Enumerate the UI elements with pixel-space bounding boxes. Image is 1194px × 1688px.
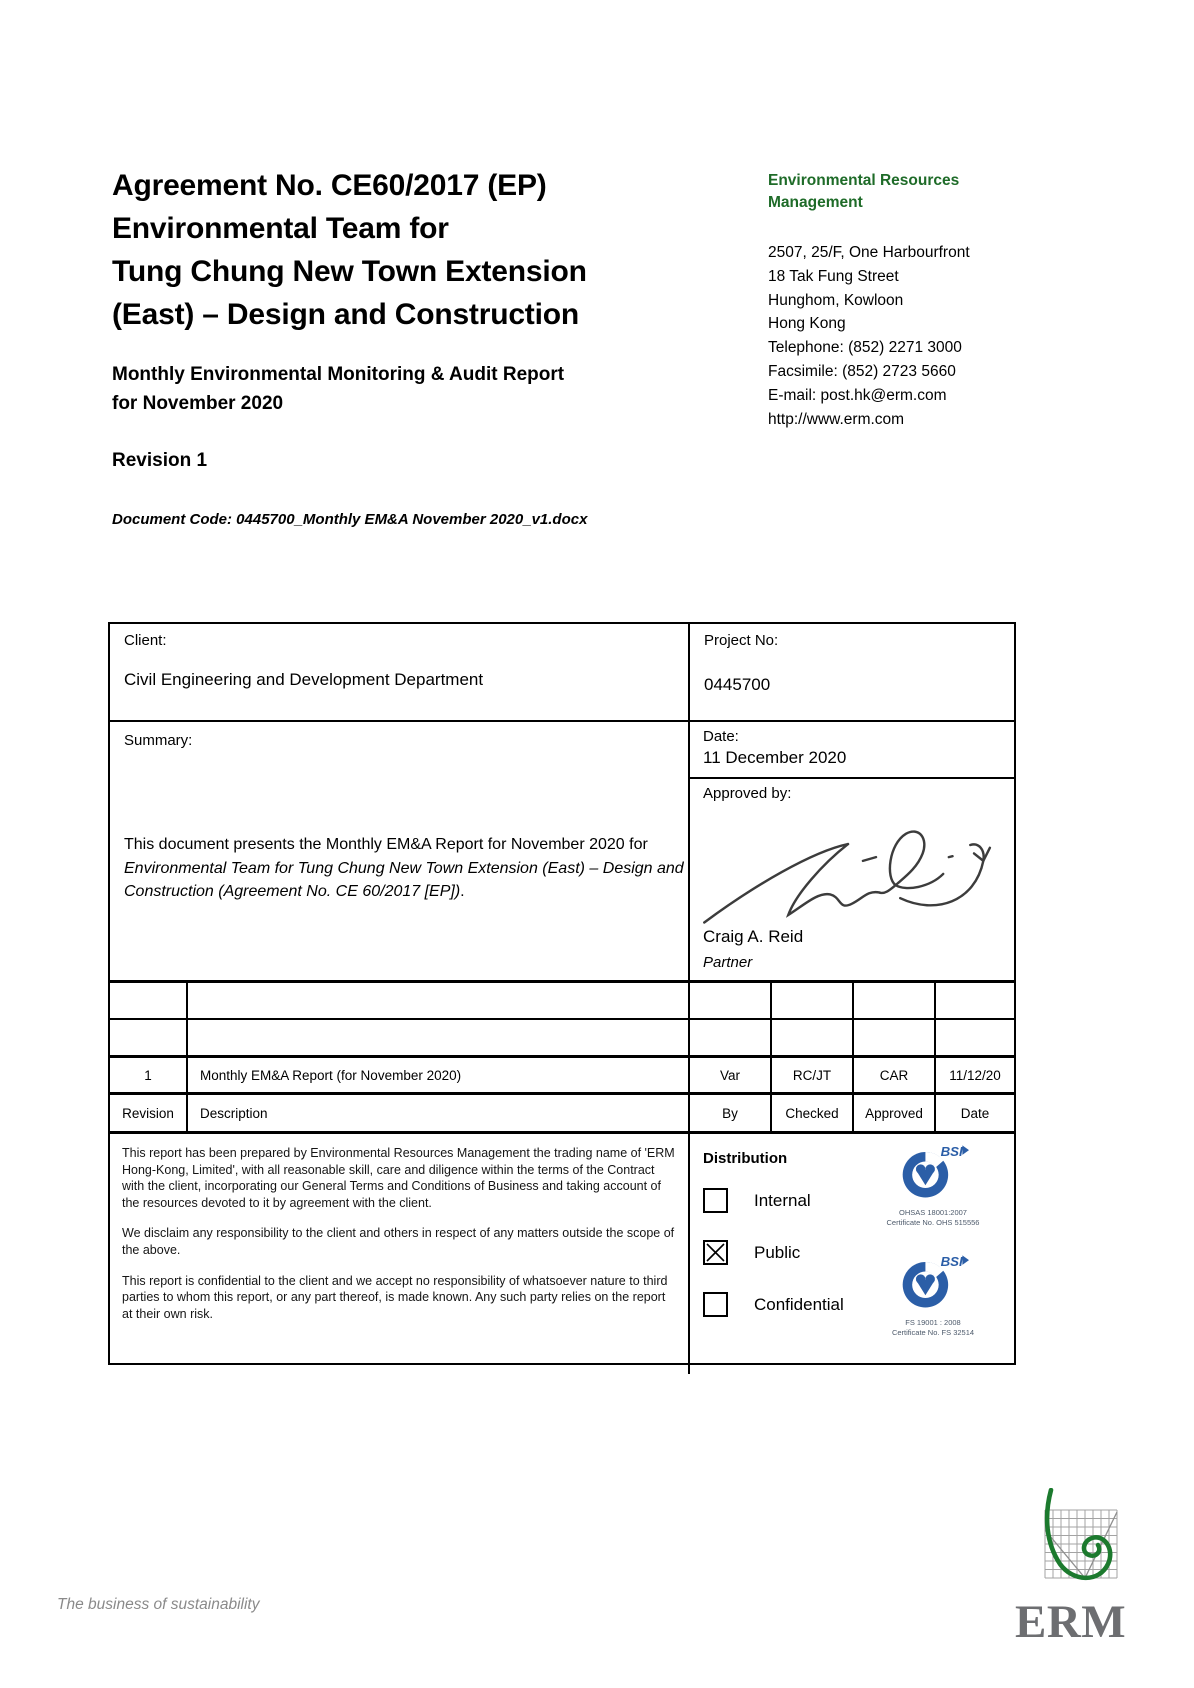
company-name: Environmental Resources Management: [768, 172, 960, 211]
bsi-certification-badge-fs: [868, 1250, 998, 1337]
header-date: Date: [960, 1105, 990, 1121]
client-label: Client:: [124, 632, 167, 649]
summary-label: Summary:: [124, 732, 193, 749]
title-line-2: Environmental Team for: [112, 212, 449, 245]
internal-checkbox[interactable]: [703, 1188, 728, 1213]
fax-line: Facsimile: (852) 2723 5660: [768, 362, 956, 380]
revision-by: Var: [690, 1058, 772, 1092]
approved-by-label: Approved by:: [703, 785, 792, 802]
header-approved: Approved: [854, 1095, 936, 1131]
header-by: By: [690, 1095, 772, 1131]
company-address: [768, 241, 1088, 431]
revision-empty-row: [110, 1020, 1014, 1058]
distribution-option-public: [703, 1240, 800, 1265]
bsi-kitemark-icon: [897, 1140, 969, 1202]
address-line: Hunghom, Kowloon: [768, 291, 904, 309]
revision-label: Revision 1: [112, 450, 208, 471]
company-tagline: The business of sustainability: [57, 1596, 260, 1613]
client-value: Civil Engineering and Development Department: [124, 670, 484, 689]
erm-logo: [1015, 1488, 1127, 1648]
bsi-kitemark-icon: [897, 1250, 969, 1312]
address-line: 2507, 25/F, One Harbourfront: [768, 244, 970, 261]
certificate-caption: OHSAS 18001:2007 Certificate No. OHS 515556: [886, 1208, 980, 1227]
phone-line: Telephone: (852) 2271 3000: [768, 339, 962, 357]
date-cell: [690, 722, 1014, 779]
title-line-4: (East) – Design and Construction: [112, 298, 579, 331]
bsi-certification-badge-ohsas: [868, 1140, 998, 1227]
public-label: Public: [754, 1242, 801, 1262]
distribution-cell: [690, 1134, 1014, 1374]
confidential-label: Confidential: [754, 1294, 844, 1314]
disclaimer-paragraph: This report is confidential to the client and we accept no responsibility of whatsoever nature to third parties to whom this report, or any part thereof, is made known. Any such party relies on the report at their own risk.: [122, 1273, 668, 1321]
revision-number: 1: [110, 1058, 188, 1092]
address-line: Hong Kong: [768, 315, 846, 333]
signature-image: [698, 803, 998, 943]
checkbox-x-icon: [705, 1242, 726, 1263]
disclaimer-paragraph: This report has been prepared by Environmental Resources Management the trading name of 'ERM Hong-Kong, Limited', with all reasonable skill, care and diligence within the terms of the Contract with the client, incorporating our General Terms and Conditions of Business and taking account of the resources devoted to it by agreement with the client.: [122, 1146, 675, 1210]
revision-empty-row: [110, 983, 1014, 1020]
svg-text:BSI: BSI: [940, 1253, 963, 1269]
revision-header-row: [110, 1095, 1014, 1134]
project-no-value: 0445700: [704, 675, 771, 694]
revision-date: 11/12/20: [949, 1067, 1001, 1083]
svg-text:BSI: BSI: [940, 1143, 963, 1159]
report-subtitle: [112, 360, 732, 418]
revision-checked: RC/JT: [772, 1058, 854, 1092]
header-checked: Checked: [772, 1095, 854, 1131]
approver-title: Partner: [703, 954, 753, 971]
disclaimer-paragraph: We disclaim any responsibility to the client and others in respect of any matters outside the scope of the above.: [122, 1226, 675, 1257]
internal-label: Internal: [754, 1190, 811, 1210]
email-line: E-mail: post.hk@erm.com: [768, 386, 947, 404]
address-line: 18 Tak Fung Street: [768, 267, 899, 285]
revision-approved: CAR: [854, 1058, 936, 1092]
summary-text: This document presents the Monthly EM&A Report for November 2020 for Environmental Team for Tung Chung New Town Extension (East) – Design and Construction (Agreement No. CE 60/2017 [EP]).: [124, 836, 684, 900]
confidential-checkbox[interactable]: [703, 1292, 728, 1317]
distribution-label: Distribution: [703, 1150, 788, 1167]
public-checkbox[interactable]: [703, 1240, 728, 1265]
title-line-3: Tung Chung New Town Extension: [112, 255, 587, 288]
client-project-row: [110, 624, 1014, 722]
disclaimer-text: [110, 1134, 690, 1374]
revision-description: Monthly EM&A Report (for November 2020): [188, 1058, 690, 1092]
distribution-option-internal: [703, 1188, 811, 1213]
project-no-cell: [690, 624, 1014, 720]
header-revision: Revision: [110, 1095, 188, 1131]
erm-logo-text: ERM: [1015, 1596, 1127, 1648]
certificate-caption: FS 19001 : 2008 Certificate No. FS 32514: [891, 1318, 975, 1337]
summary-approval-row: [110, 722, 1014, 983]
summary-cell: [110, 722, 690, 980]
date-value: 11 December 2020: [703, 748, 847, 767]
website-line: http://www.erm.com: [768, 410, 905, 428]
project-no-label: Project No:: [704, 632, 779, 649]
erm-spiral-grid-icon: [1015, 1488, 1121, 1598]
document-code: Document Code: 0445700_Monthly EM&A November 2020_v1.docx: [112, 511, 588, 528]
page-title: [112, 164, 752, 336]
document-info-table: [108, 622, 1016, 1365]
subtitle-line-1: Monthly Environmental Monitoring & Audit Report: [112, 364, 565, 385]
approver-name: Craig A. Reid: [703, 927, 804, 946]
company-contact-block: [768, 170, 1088, 431]
distribution-option-confidential: [703, 1292, 844, 1317]
title-line-1: Agreement No. CE60/2017 (EP): [112, 169, 547, 202]
header-description: Description: [188, 1095, 690, 1131]
client-cell: [110, 624, 690, 720]
approved-by-cell: [690, 779, 1014, 980]
disclaimer-distribution-row: [110, 1134, 1014, 1374]
date-label: Date:: [703, 728, 739, 745]
revision-data-row: [110, 1058, 1014, 1095]
subtitle-line-2: for November 2020: [112, 393, 284, 414]
